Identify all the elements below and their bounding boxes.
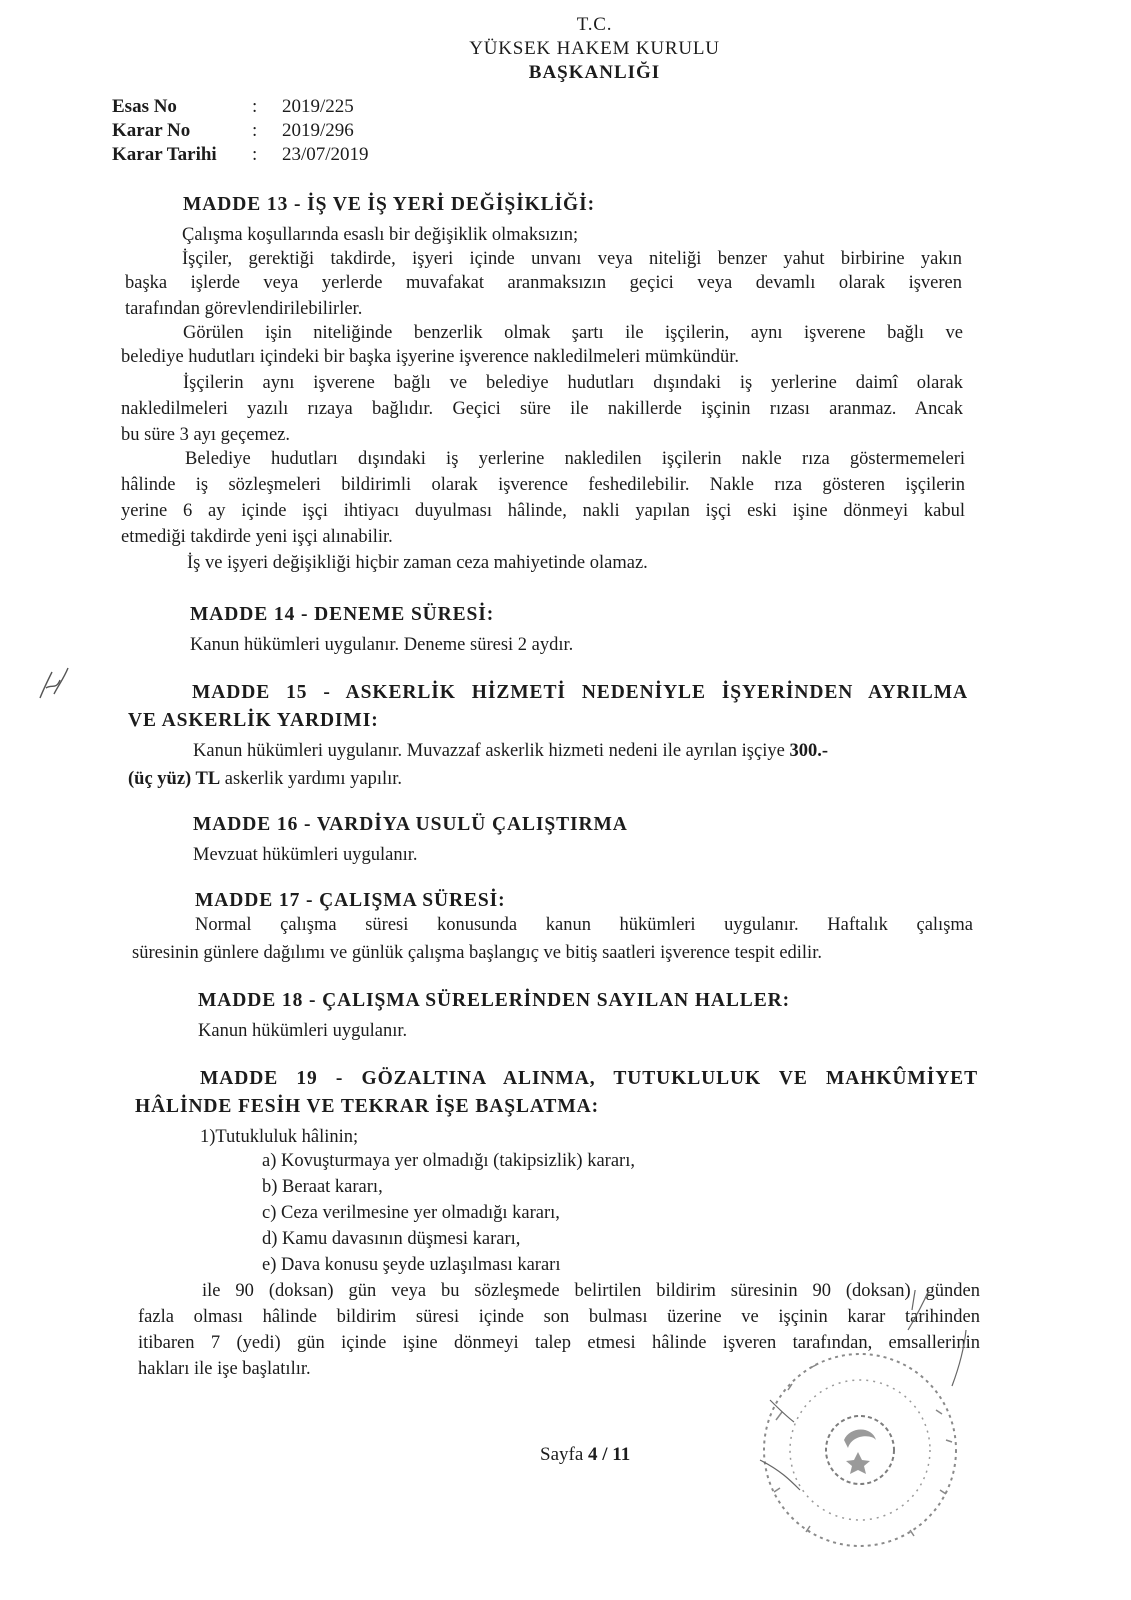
article-15-line — [193, 740, 828, 762]
article-19-item: a) Kovuşturmaya yer olmadığı (takipsizlik) kararı, — [262, 1151, 635, 1171]
meta-colon: : — [252, 120, 258, 141]
article-13-line: Belediye hudutları dışındaki iş yerlerine nakledilen işçilerin nakle rıza göstermemeleri — [185, 449, 965, 469]
article-15-text: askerlik yardımı yapılır. — [224, 769, 403, 789]
article-14-line: Kanun hükümleri uygulanır. Deneme süresi 2 aydır. — [190, 635, 574, 655]
header-institution: YÜKSEK HAKEM KURULU — [469, 38, 720, 59]
meta-colon: : — [252, 144, 258, 165]
signature-and-seal — [740, 1290, 1000, 1590]
article-17-title: MADDE 17 - ÇALIŞMA SÜRESİ: — [195, 890, 506, 911]
article-15-amount-words: (üç yüz) TL — [128, 769, 221, 789]
meta-row-esas — [112, 96, 369, 120]
article-18-title: MADDE 18 - ÇALIŞMA SÜRELERİNDEN SAYILAN HALLER: — [198, 990, 790, 1011]
official-seal — [760, 1354, 956, 1546]
meta-row-karar — [112, 120, 369, 144]
article-13-line: belediye hudutları içindeki bir başka işyerine işverence nakledilmeleri mümkündür. — [121, 347, 740, 367]
article-19-line: itibaren 7 (yedi) gün içinde işine dönmeyi talep etmesi hâlinde işveren tarafından, emsallerinin — [138, 1333, 980, 1353]
meta-label: Esas No — [112, 96, 177, 117]
article-19-item: e) Dava konusu şeyde uzlaşılması kararı — [262, 1255, 561, 1275]
header-presidency: BAŞKANLIĞI — [528, 62, 661, 83]
case-metadata — [112, 96, 369, 168]
article-15-title-line1: MADDE 15 - ASKERLİK HİZMETİ NEDENİYLE İŞYERİNDEN AYRILMA — [192, 682, 968, 703]
article-13-title: MADDE 13 - İŞ VE İŞ YERİ DEĞİŞİKLİĞİ: — [183, 194, 596, 215]
article-15-text: Kanun hükümleri uygulanır. Muvazzaf askerlik hizmeti nedeni ile ayrılan işçiye — [193, 741, 785, 761]
article-18-line: Kanun hükümleri uygulanır. — [198, 1021, 408, 1041]
article-13-line: Görülen işin niteliğinde benzerlik olmak şartı ile işçilerin, aynı işverene bağlı ve — [183, 323, 963, 343]
article-13-line: Çalışma koşullarında esaslı bir değişiklik olmaksızın; — [182, 225, 579, 245]
meta-label: Karar No — [112, 120, 191, 141]
article-14-title: MADDE 14 - DENEME SÜRESİ: — [190, 604, 495, 625]
article-13-line: İşçiler, gerektiği takdirde, işyeri içinde unvanı veya niteliği benzer yahut birbirine yakın — [182, 249, 962, 269]
article-19-line: ile 90 (doksan) gün veya bu sözleşmede belirtilen bildirim süresinin 90 (doksan) günden — [202, 1281, 980, 1301]
article-19-item: d) Kamu davasının düşmesi kararı, — [262, 1229, 521, 1249]
page-number-prefix: Sayfa — [540, 1444, 584, 1465]
article-15-amount: 300.- — [789, 741, 828, 761]
meta-value: 2019/296 — [282, 120, 354, 141]
article-15-line — [128, 768, 402, 790]
article-19-line: fazla olması hâlinde bildirim süresi içinde son bulması üzerine ve işçinin karar tarihinden — [138, 1307, 980, 1327]
article-13-line: İşçilerin aynı işverene bağlı ve belediye hudutları dışındaki iş yerlerine daimî olarak — [183, 373, 963, 393]
article-17-line: süresinin günlere dağılımı ve günlük çalışma başlangıç ve bitiş saatleri işverence tespit edilir. — [132, 943, 822, 963]
meta-row-tarih — [112, 144, 369, 168]
article-16-line: Mevzuat hükümleri uygulanır. — [193, 845, 418, 865]
page-number — [540, 1444, 630, 1466]
handwritten-initials — [34, 658, 74, 708]
article-13-line: etmediği takdirde yeni işçi alınabilir. — [121, 527, 393, 547]
article-13-line: nakledilmeleri yazılı rızaya bağlıdır. Geçici süre ile nakillerde işçinin rızası aranmaz. Ancak — [121, 399, 963, 419]
article-19-title-line1: MADDE 19 - GÖZALTINA ALINMA, TUTUKLULUK VE MAHKÛMİYET — [200, 1068, 978, 1089]
article-13-line: başka işlerde veya yerlerde muvafakat aranmaksızın geçici veya devamlı olarak işveren — [125, 273, 962, 293]
meta-value: 23/07/2019 — [282, 144, 369, 165]
article-13-line: İş ve işyeri değişikliği hiçbir zaman ceza mahiyetinde olamaz. — [187, 553, 648, 573]
article-13-line: hâlinde iş sözleşmeleri bildirimli olarak işverence feshedilebilir. Nakle rıza gösteren işçilerin — [121, 475, 965, 495]
article-19-item: b) Beraat kararı, — [262, 1177, 383, 1197]
article-19-title-line2: HÂLİNDE FESİH VE TEKRAR İŞE BAŞLATMA: — [135, 1096, 600, 1117]
meta-value: 2019/225 — [282, 96, 354, 117]
article-15-title-line2: VE ASKERLİK YARDIMI: — [128, 710, 379, 731]
article-17-line: Normal çalışma süresi konusunda kanun hükümleri uygulanır. Haftalık çalışma — [195, 915, 973, 935]
article-19-intro: 1)Tutukluluk hâlinin; — [200, 1127, 359, 1147]
meta-colon: : — [252, 96, 258, 117]
header-tc: T.C. — [576, 14, 613, 35]
page-number-value: 4 / 11 — [588, 1444, 631, 1465]
meta-label: Karar Tarihi — [112, 144, 217, 165]
article-13-line: bu süre 3 ayı geçemez. — [121, 425, 290, 445]
article-19-item: c) Ceza verilmesine yer olmadığı kararı, — [262, 1203, 560, 1223]
article-19-line: hakları ile işe başlatılır. — [138, 1359, 311, 1379]
article-16-title: MADDE 16 - VARDİYA USULÜ ÇALIŞTIRMA — [193, 814, 628, 835]
article-13-line: yerine 6 ay içinde işçi ihtiyacı duyulması hâlinde, nakli yapılan işçi eski işine dönmeyi kabul — [121, 501, 965, 521]
article-13-line: tarafından görevlendirilebilirler. — [125, 299, 363, 319]
